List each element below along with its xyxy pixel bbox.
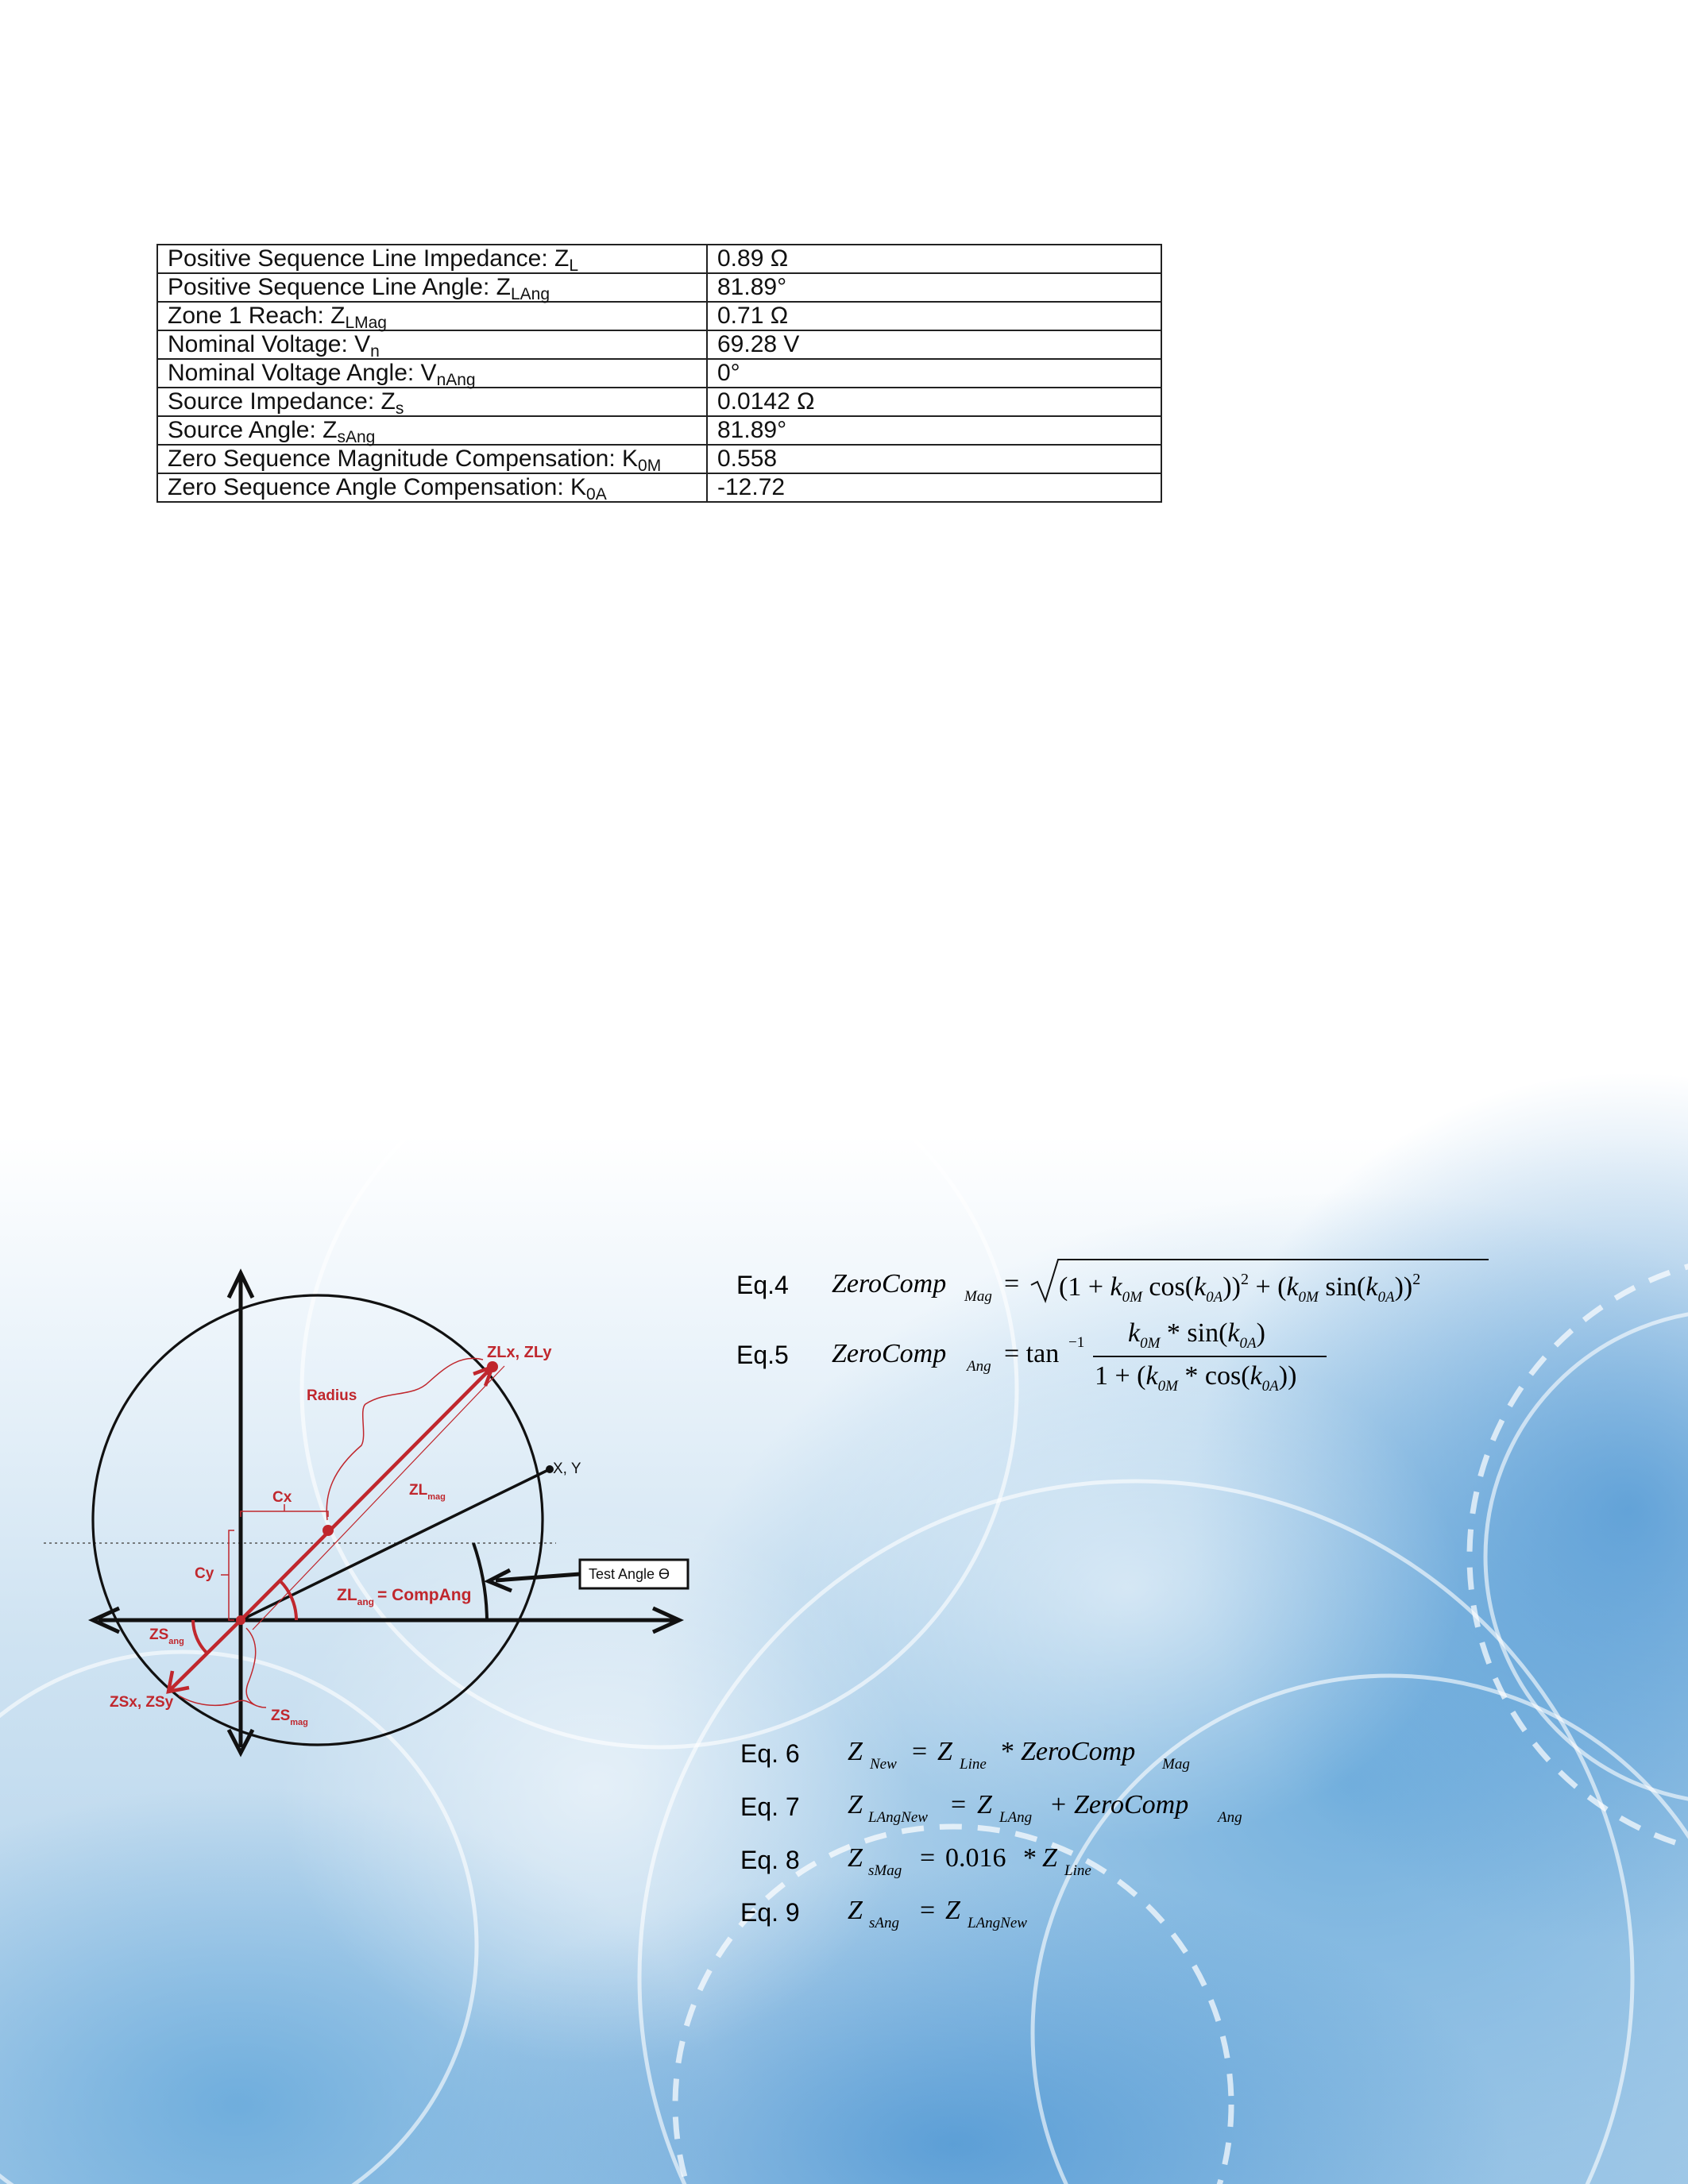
parameter-label	[157, 359, 707, 388]
eq7-z: Z	[848, 1790, 863, 1819]
parameter-label-text: Positive Sequence Line Impedance: Z	[168, 245, 570, 272]
eq8-times: *	[1023, 1843, 1037, 1873]
zs-mag-label-main: ZS	[271, 1707, 291, 1724]
zl-ang-label	[337, 1586, 471, 1607]
parameter-label	[157, 473, 707, 502]
parameter-row	[157, 330, 1161, 359]
eq7-plus: +	[1051, 1790, 1067, 1819]
eq7-zerocomp: ZeroComp	[1074, 1790, 1189, 1819]
test-angle-label: Test Angle ϴ	[589, 1566, 670, 1582]
eq7-ang-sub: Ang	[1218, 1809, 1242, 1826]
eq7-equals: =	[951, 1790, 967, 1819]
zl-mag-label-main: ZL	[409, 1482, 428, 1499]
zl-point-label: ZLx, ZLy	[487, 1344, 552, 1361]
parameter-label-subscript: sAng	[337, 428, 376, 446]
parameter-label	[157, 416, 707, 445]
xy-point-label: X, Y	[553, 1461, 581, 1477]
test-angle-pointer	[496, 1574, 580, 1580]
eq5-denominator: $1 + (k_{0M} * \cos(k_{0A}))$	[1095, 1361, 1297, 1395]
parameter-table	[156, 244, 1162, 503]
parameter-label-text: Positive Sequence Line Angle: Z	[168, 274, 511, 300]
eq5-zerocomp: ZeroComp	[832, 1339, 947, 1368]
cx-label: Cx	[272, 1489, 292, 1506]
cy-bracket	[221, 1530, 234, 1620]
parameter-label	[157, 273, 707, 302]
cy-label: Cy	[195, 1565, 214, 1582]
zs-mag-label	[271, 1707, 308, 1727]
parameter-label-subscript: LMag	[345, 314, 387, 332]
parameter-value: -12.72	[707, 473, 1161, 502]
parameter-label-subscript: 0A	[586, 485, 607, 504]
parameter-label-text: Nominal Voltage Angle: V	[168, 360, 437, 386]
eq7-label: Eq. 7	[740, 1792, 800, 1821]
eq6-z: Z	[848, 1737, 863, 1766]
parameter-label-text: Source Angle: Z	[168, 417, 338, 443]
eq7-z2: Z	[977, 1790, 992, 1819]
origin-point	[236, 1615, 245, 1625]
eq4-radicand: ($1 + k_{0M}$ $\cos(k_{0A}))^2 + (k_{0M}$ $\sin(k_{0A}))^2$	[1059, 1271, 1421, 1306]
zl-mag-label-sub: mag	[427, 1492, 446, 1502]
reach-circle	[93, 1295, 543, 1745]
parameter-label-text: Nominal Voltage: V	[168, 331, 371, 357]
eq9-equals: =	[920, 1896, 936, 1925]
parameter-row	[157, 245, 1161, 273]
parameter-value: 0.89 Ω	[707, 245, 1161, 273]
eq6-mag-sub: Mag	[1162, 1756, 1190, 1773]
eq6-zerocomp: ZeroComp	[1021, 1737, 1136, 1766]
eq8-equals: =	[920, 1843, 936, 1873]
eq6-equals: =	[912, 1737, 928, 1766]
parameter-table-body	[157, 245, 1161, 502]
eq8-constant: 0.016	[945, 1843, 1006, 1873]
parameter-value: 0.0142 Ω	[707, 388, 1161, 416]
parameter-label-text: Zero Sequence Magnitude Compensation: K	[168, 446, 639, 472]
eq5-inverse: −1	[1068, 1334, 1085, 1351]
parameter-label	[157, 330, 707, 359]
zl-ang-label-main: ZL	[337, 1586, 357, 1604]
parameter-value: 81.89°	[707, 416, 1161, 445]
eq8-z2: Z	[1042, 1843, 1057, 1873]
parameter-value: 69.28 V	[707, 330, 1161, 359]
zs-ang-label-main: ZS	[149, 1626, 169, 1643]
eq8-label: Eq. 8	[740, 1846, 800, 1874]
zs-ang-label-sub: ang	[168, 1637, 184, 1646]
zs-mag-label-sub: mag	[290, 1718, 308, 1727]
parameter-label-subscript: nAng	[436, 371, 476, 389]
eq7-langnew-sub: LAngNew	[868, 1809, 928, 1826]
parameter-value: 0.71 Ω	[707, 302, 1161, 330]
eq4-mag-sub: Mag	[964, 1288, 992, 1305]
eq6-times: *	[1001, 1737, 1014, 1766]
parameter-row	[157, 445, 1161, 473]
parameter-label-subscript: 0M	[638, 457, 662, 475]
radius-label: Radius	[307, 1387, 357, 1404]
eq8-z: Z	[848, 1843, 863, 1873]
zl-point	[487, 1361, 498, 1372]
eq9-langnew-sub: LAngNew	[968, 1915, 1027, 1931]
eq6-new-sub: New	[870, 1756, 897, 1773]
parameter-row	[157, 359, 1161, 388]
parameter-label	[157, 245, 707, 273]
parameter-value: 0°	[707, 359, 1161, 388]
parameter-value: 0.558	[707, 445, 1161, 473]
eq8-line-sub: Line	[1064, 1862, 1091, 1879]
parameter-row	[157, 273, 1161, 302]
parameter-label	[157, 388, 707, 416]
parameter-row	[157, 302, 1161, 330]
parameter-label-text: Source Impedance: Z	[168, 388, 396, 415]
eq5-equals-tan: = tan	[1004, 1339, 1060, 1368]
zl-ang-label-sub: ang	[357, 1596, 374, 1607]
eq6-line-sub: Line	[960, 1756, 987, 1773]
zl-mag-label	[409, 1482, 446, 1502]
eq5-fraction-bar	[1093, 1356, 1327, 1357]
eq5-ang-sub: Ang	[967, 1358, 991, 1375]
zs-ang-label	[149, 1626, 184, 1646]
zs-point-label: ZSx, ZSy	[110, 1694, 174, 1711]
eq6-label: Eq. 6	[740, 1739, 800, 1768]
parameter-label	[157, 302, 707, 330]
compang-label: = CompAng	[377, 1586, 472, 1604]
eq9-label: Eq. 9	[740, 1898, 800, 1927]
parameter-row	[157, 388, 1161, 416]
parameter-label-subscript: L	[569, 257, 578, 275]
eq7-lang-sub: LAng	[999, 1809, 1033, 1826]
eq9-z2: Z	[945, 1896, 960, 1925]
eq6-z2: Z	[937, 1737, 952, 1766]
parameter-label-text: Zero Sequence Angle Compensation: K	[168, 474, 587, 500]
eq9-sang-sub: sAng	[869, 1915, 899, 1931]
parameter-label-subscript: n	[370, 342, 380, 361]
parameter-row	[157, 473, 1161, 502]
parameter-value: 81.89°	[707, 273, 1161, 302]
zs-vector	[171, 1620, 241, 1689]
eq9-z: Z	[848, 1896, 863, 1925]
eq4-zerocomp: ZeroComp	[832, 1269, 947, 1298]
circle-center-point	[323, 1525, 334, 1536]
eq4-equals: =	[1004, 1269, 1020, 1298]
eq4-label: Eq.4	[736, 1271, 789, 1299]
radius-brace	[326, 1358, 483, 1520]
parameter-label-subscript: s	[395, 399, 404, 418]
cx-bracket	[241, 1504, 328, 1517]
eq8-smag-sub: sMag	[868, 1862, 902, 1879]
parameter-label	[157, 445, 707, 473]
impedance-circle-diagram	[0, 1239, 715, 1763]
eq5-numerator: $k_{0M} * \sin(k_{0A})$	[1128, 1318, 1265, 1352]
parameter-row	[157, 416, 1161, 445]
zs-ang-arc	[193, 1620, 207, 1653]
parameter-label-text: Zone 1 Reach: Z	[168, 303, 346, 329]
parameter-label-subscript: LAng	[510, 285, 550, 303]
eq5-label: Eq.5	[736, 1341, 789, 1369]
